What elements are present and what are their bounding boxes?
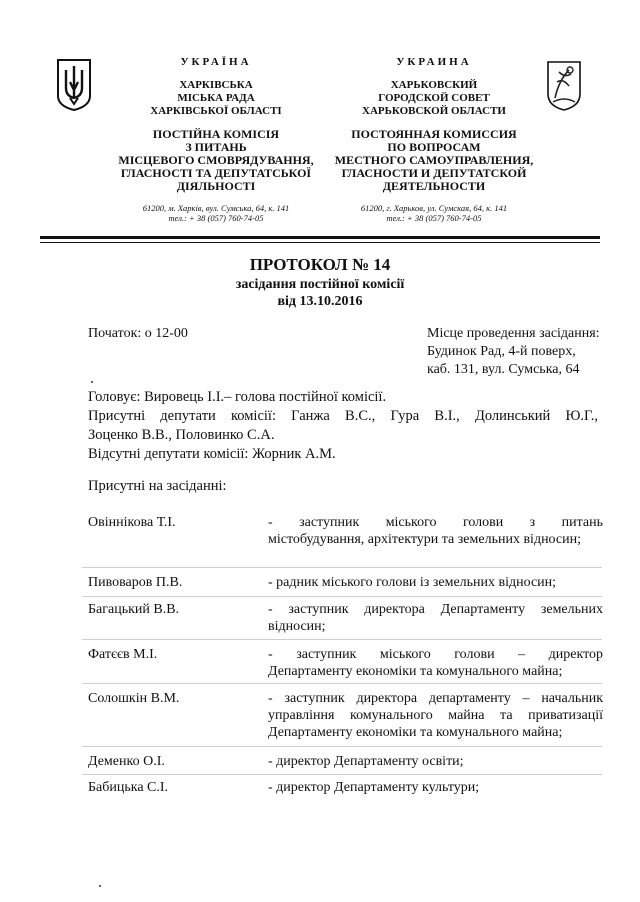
protocol-title-block	[0, 254, 640, 310]
ukraine-trident-emblem-icon	[55, 58, 93, 117]
attendee-role: - директор Департаменту освіти;	[268, 754, 464, 769]
header-ukrainian	[100, 56, 332, 223]
header-divider-thin	[40, 242, 600, 243]
meeting-start: Початок: о 12-00	[88, 326, 188, 341]
protocol-date: від 13.10.2016	[277, 294, 363, 309]
attendee-name: Солошкін В.М.	[88, 691, 180, 706]
row-divider	[82, 639, 602, 640]
attendee-role: - заступник міського голови з питань містобудування, архітектури та земельних відносин;	[268, 515, 603, 547]
present-at-meeting-heading: Присутні на засіданні:	[88, 478, 227, 494]
meeting-venue: Місце проведення засідання: Будинок Рад, 4-й поверх, каб. 131, вул. Сумська, 64	[427, 326, 600, 377]
attendee-name: Бабицька С.І.	[88, 780, 169, 795]
row-divider	[82, 596, 602, 597]
attendee-role: - заступник директора департаменту – начальник управління комунального майна та приватизації Департаменту економіки та комунального майна;	[268, 691, 603, 740]
row-divider	[82, 683, 602, 684]
row-divider	[82, 746, 602, 747]
row-divider	[82, 567, 602, 568]
row-divider	[82, 774, 602, 775]
protocol-title: ПРОТОКОЛ № 14	[249, 255, 391, 274]
address: 61200, г. Харьков, ул. Сумская, 64, к. 141 тел.: + 38 (057) 760-74-05	[360, 203, 508, 223]
scan-speck	[91, 381, 93, 383]
country-name: УКРАЇНА	[180, 56, 252, 68]
absent-members-line: Відсутні депутати комісії: Жорник А.М.	[88, 446, 336, 462]
attendee-name: Фатєєв М.І.	[88, 647, 158, 662]
attendee-name: Овіннікова Т.І.	[88, 515, 176, 530]
council-name: ХАРЬКОВСКИЙ ГОРОДСКОЙ СОВЕТ ХАРЬКОВСКОЙ ОБЛАСТИ	[362, 79, 506, 117]
scan-speck	[99, 885, 101, 887]
commission-name: ПОСТОЯННАЯ КОМИССИЯ ПО ВОПРОСАМ МЕСТНОГО САМОУПРАВЛЕНИЯ, ГЛАСНОСТИ И ДЕПУТАТСКОЙ ДЕЯТЕЛЬНОСТИ	[334, 127, 534, 193]
attendee-name: Пивоваров П.В.	[88, 575, 183, 590]
country-name: УКРАИНА	[396, 56, 472, 68]
chair-line: Головує: Вировець І.І.– голова постійної комісії.	[88, 389, 387, 405]
attendee-role: - заступник директора Департаменту земельних відносин;	[268, 602, 603, 634]
header-divider	[40, 236, 600, 239]
present-members-line-2: Зоценко В.В., Половинко С.А.	[88, 427, 275, 443]
attendance-block	[88, 388, 598, 464]
attendee-role: - заступник міського голови – директор Департаменту економіки та комунального майна;	[268, 647, 603, 679]
header-russian	[320, 56, 548, 223]
attendee-name: Деменко О.І.	[88, 754, 165, 769]
attendee-name: Багацький В.В.	[88, 602, 180, 617]
present-members-line: Присутні депутати комісії: Ганжа В.С., Гура В.І., Долинський Ю.Г.,	[88, 408, 598, 424]
commission-name: ПОСТІЙНА КОМІСІЯ З ПИТАНЬ МІСЦЕВОГО СМОВРЯДУВАННЯ, ГЛАСНОСТІ ТА ДЕПУТАТСЬКОЇ ДІЯЛЬНОСТІ	[118, 127, 314, 193]
address: 61200, м. Харків, вул. Сумська, 64, к. 141 тел.: + 38 (057) 760-74-05	[142, 203, 290, 223]
attendee-role: - радник міського голови із земельних відносин;	[268, 575, 557, 590]
kharkiv-city-coat-of-arms-icon	[545, 58, 583, 117]
council-name: ХАРКІВСЬКА МІСЬКА РАДА ХАРКІВСЬКОЇ ОБЛАСТІ	[150, 79, 282, 117]
protocol-subtitle: засідання постійної комісії	[235, 277, 405, 292]
attendee-role: - директор Департаменту культури;	[268, 780, 480, 795]
